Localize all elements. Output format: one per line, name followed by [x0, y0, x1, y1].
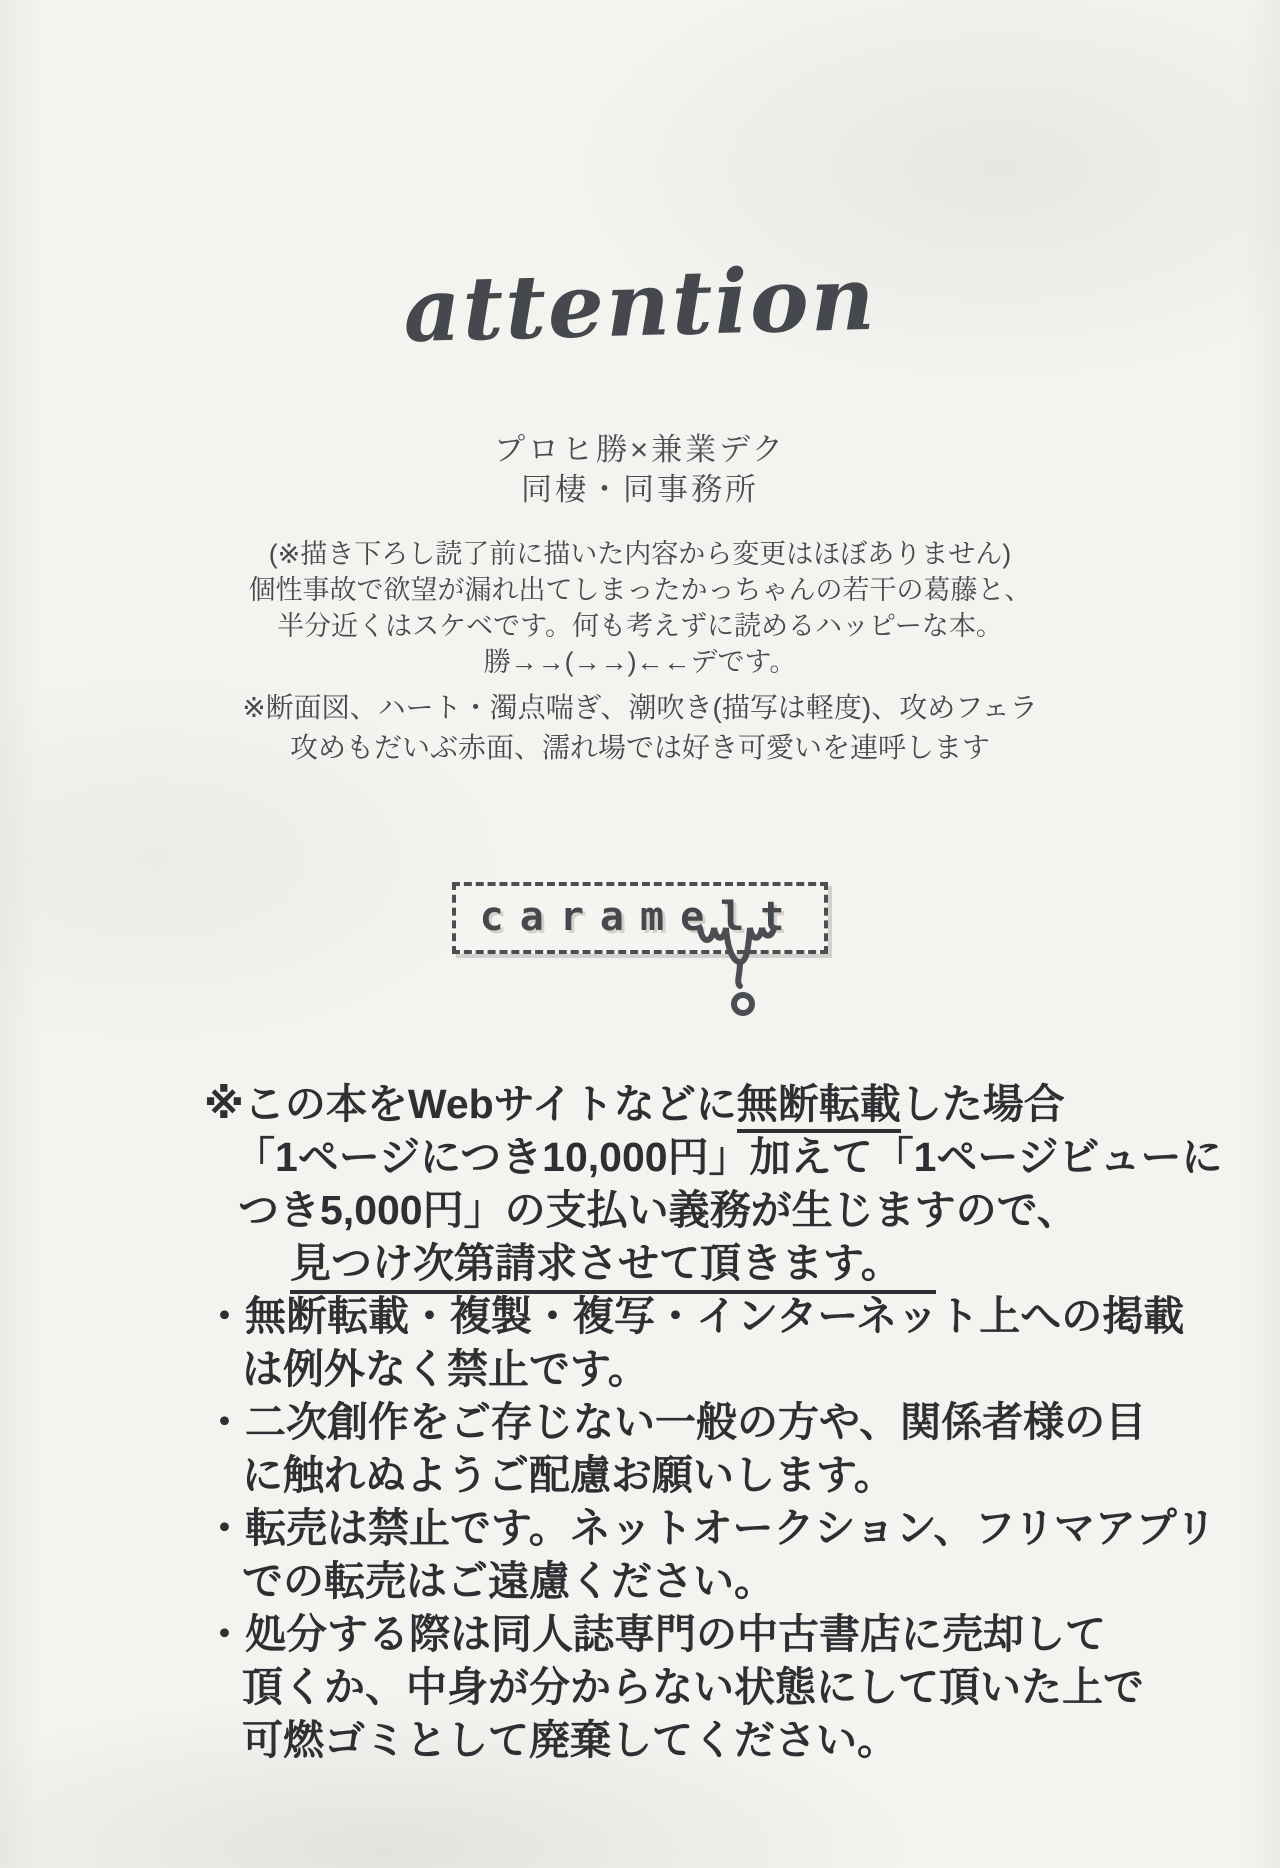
pairing-subtitle — [0, 430, 1280, 510]
warning-headline-underlined: 無断転載 — [737, 1081, 901, 1133]
content-warning-paragraph — [0, 688, 1280, 768]
intro-paragraph — [0, 536, 1280, 680]
rule-line: に触れぬようご配慮お願いします。 — [242, 1452, 895, 1498]
caramelt-logo — [452, 882, 829, 954]
intro-line: 勝→→(→→)←←デです。 — [483, 647, 797, 677]
rule-line: ・転売は禁止です。ネットオークション、フリマアプリ — [204, 1505, 1217, 1551]
caramel-drip-icon — [696, 922, 806, 1022]
caramelt-logo-text: caramelt — [479, 894, 801, 940]
claim-line-underlined: 見つけ次第請求させて頂きます。 — [290, 1240, 936, 1294]
fee-line: 「1ページにつき10,000円」加えて「1ページビューに — [234, 1134, 1223, 1180]
pairing-line: プロヒ勝×兼業デク — [494, 432, 786, 467]
circle-logo-area — [0, 882, 1280, 954]
warning-headline-post: した場合 — [900, 1081, 1065, 1127]
fee-line: つき5,000円」の支払い義務が生じますので、 — [238, 1187, 1078, 1233]
intro-line: (※描き下ろし読了前に描いた内容から変更はほぼありません) — [268, 539, 1012, 569]
content-warning-line: ※断面図、ハート・濁点喘ぎ、潮吹き(描写は軽度)、攻めフェラ — [242, 692, 1038, 723]
rule-line: 頂くか、中身が分からない状態にして頂いた上で — [242, 1664, 1144, 1710]
living-arrangement-line: 同棲・同事務所 — [521, 472, 759, 507]
reprint-warning-section — [204, 1078, 1223, 1767]
rule-line: ・処分する際は同人誌専門の中古書店に売却して — [204, 1611, 1106, 1657]
rule-line: は例外なく禁止です。 — [242, 1346, 649, 1392]
rule-line: 可燃ゴミとして廃棄してください。 — [242, 1717, 898, 1763]
claim-line — [204, 1237, 1184, 1290]
rule-line: ・二次創作をご存じない一般の方や、関係者様の目 — [204, 1399, 1147, 1445]
content-warning-line: 攻めもだいぶ赤面、濡れ場では好き可愛いを連呼します — [289, 732, 990, 763]
warning-headline-pre: ※この本をWebサイトなどに — [204, 1081, 737, 1127]
rule-line: での転売はご遠慮ください。 — [242, 1558, 775, 1604]
intro-line: 個性事故で欲望が漏れ出てしまったかっちゃんの若干の葛藤と、 — [248, 575, 1032, 605]
rule-line: ・無断転載・複製・複写・インターネット上への掲載 — [204, 1293, 1185, 1339]
warning-headline — [204, 1078, 1184, 1131]
page-title: attention — [402, 245, 878, 363]
intro-line: 半分近くはスケベです。何も考えずに読めるハッピーな本。 — [277, 611, 1003, 641]
